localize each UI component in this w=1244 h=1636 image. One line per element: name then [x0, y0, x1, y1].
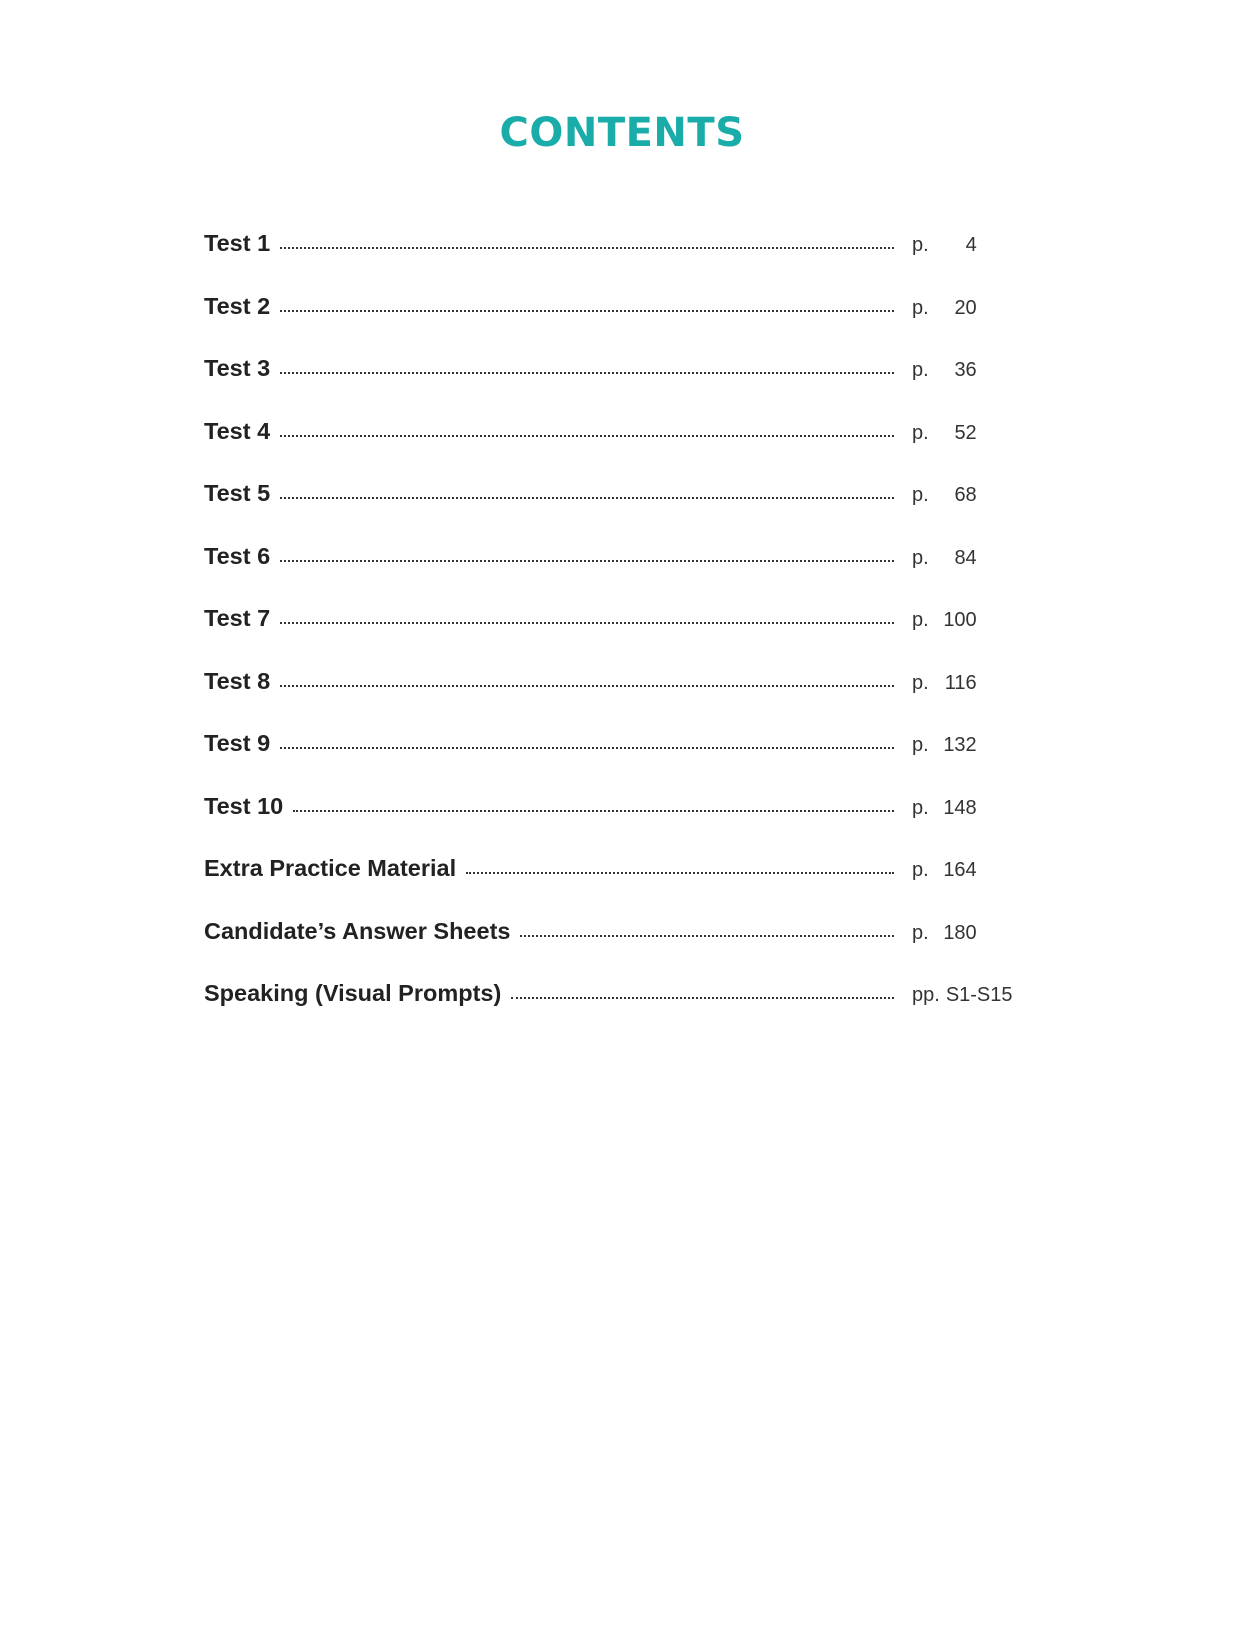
page-number: 4: [965, 234, 977, 256]
dot-leader: [280, 745, 894, 749]
page-prefix: p.: [912, 609, 929, 631]
page-number: 100: [943, 609, 977, 631]
page-prefix: pp.: [912, 984, 940, 1006]
dot-leader: [280, 245, 894, 249]
page-number: 180: [943, 921, 977, 944]
toc-page-ref: [912, 234, 1024, 257]
dot-leader: [280, 495, 894, 499]
dot-leader: [280, 620, 894, 624]
page-prefix: p.: [912, 796, 929, 819]
toc-entry-label: Test 10: [204, 792, 284, 819]
toc-entry-test-8: [204, 668, 1024, 731]
page-number: S1-S15: [945, 984, 1013, 1006]
page-prefix: p.: [912, 359, 929, 381]
toc-page-ref: [912, 297, 1024, 320]
page-prefix: p.: [912, 859, 929, 881]
page-number: 148: [943, 796, 977, 819]
toc-page-ref: [912, 422, 1024, 445]
dot-leader: [280, 370, 894, 374]
page-number: 36: [954, 359, 977, 381]
toc-page-ref: [912, 922, 1024, 945]
toc-entry-label: Test 9: [204, 730, 271, 756]
toc-page-ref: [912, 672, 1024, 695]
toc-entry-test-10: [204, 793, 1024, 856]
toc-page-ref: [912, 797, 1024, 820]
page-prefix: p.: [912, 421, 929, 444]
page-prefix: p.: [912, 484, 929, 506]
toc-entry-label: Speaking (Visual Prompts): [204, 980, 502, 1006]
toc-page-ref: [912, 609, 1024, 632]
toc-entry-label: Test 2: [204, 292, 271, 319]
toc-entry-test-3: [204, 355, 1024, 418]
toc-page-ref: [912, 859, 1024, 882]
toc-entry-answer-sheets: [204, 918, 1024, 981]
table-of-contents: [204, 230, 1024, 1043]
toc-entry-label: Extra Practice Material: [204, 855, 457, 881]
toc-entry-label: Test 7: [204, 605, 271, 631]
page-number: 52: [954, 421, 977, 444]
toc-entry-test-2: [204, 293, 1024, 356]
toc-entry-label: Test 5: [204, 480, 271, 506]
page-number: 116: [944, 671, 977, 694]
toc-entry-label: Candidate’s Answer Sheets: [204, 917, 511, 944]
toc-page-ref: [912, 547, 1024, 570]
page-prefix: p.: [912, 234, 929, 256]
dot-leader: [520, 933, 894, 937]
toc-entry-test-9: [204, 730, 1024, 793]
dot-leader: [293, 808, 894, 812]
page-prefix: p.: [912, 671, 929, 694]
dot-leader: [280, 558, 894, 562]
page-prefix: p.: [912, 921, 929, 944]
toc-page-ref: [912, 984, 1024, 1007]
dot-leader: [280, 433, 894, 437]
page-prefix: p.: [912, 296, 929, 319]
toc-entry-label: Test 8: [204, 667, 271, 694]
toc-page-ref: [912, 484, 1024, 507]
toc-entry-label: Test 4: [204, 417, 271, 444]
toc-entry-test-7: [204, 605, 1024, 668]
toc-entry-test-5: [204, 480, 1024, 543]
toc-page-ref: [912, 359, 1024, 382]
page-number: 20: [954, 296, 977, 319]
page-number: 132: [943, 734, 977, 756]
dot-leader: [280, 683, 894, 687]
page-prefix: p.: [912, 546, 929, 569]
page-title: CONTENTS: [499, 110, 745, 156]
toc-entry-test-6: [204, 543, 1024, 606]
page-prefix: p.: [912, 734, 929, 756]
toc-entry-test-4: [204, 418, 1024, 481]
dot-leader: [511, 995, 894, 999]
toc-entry-label: Test 6: [204, 542, 271, 569]
page-number: 84: [954, 546, 977, 569]
toc-entry-extra-practice: [204, 855, 1024, 918]
toc-entry-label: Test 3: [204, 355, 271, 381]
toc-entry-label: Test 1: [204, 230, 271, 256]
page-number: 68: [954, 484, 977, 506]
dot-leader: [466, 870, 894, 874]
dot-leader: [280, 308, 894, 312]
toc-page-ref: [912, 734, 1024, 757]
toc-entry-test-1: [204, 230, 1024, 293]
toc-entry-speaking: [204, 980, 1024, 1043]
page-number: 164: [943, 859, 977, 881]
